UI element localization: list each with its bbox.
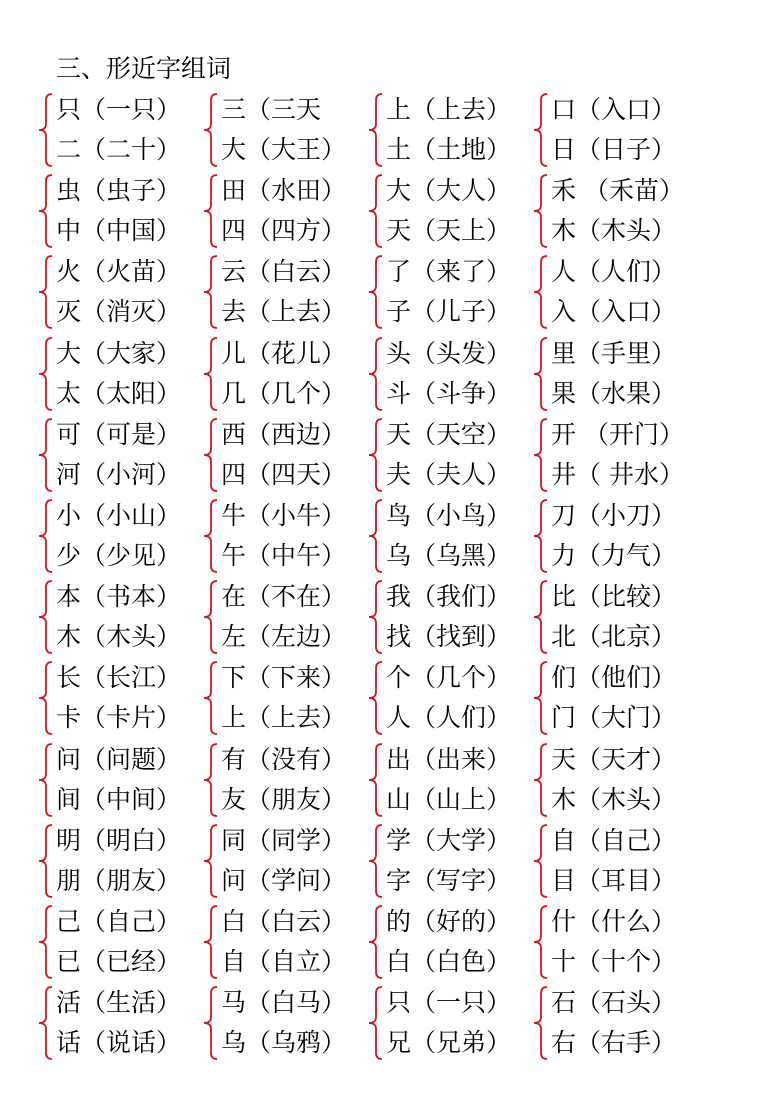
word-line-upper: 开 （开门）	[551, 419, 684, 449]
word-pair	[386, 900, 551, 982]
word-line-lower: 右（右手）	[551, 1028, 677, 1058]
word-line-upper: 大（大家）	[56, 338, 182, 368]
word-line-lower: 河（小河）	[56, 459, 182, 489]
word-line-upper: 牛（小牛）	[221, 501, 347, 530]
word-line-upper: 上（上去）	[386, 95, 512, 124]
word-pair	[386, 981, 551, 1063]
word-pair	[56, 250, 221, 332]
brace-icon	[366, 579, 384, 655]
word-line-lower: 间（中间）	[56, 784, 182, 814]
brace-icon	[201, 985, 219, 1061]
group-row	[0, 413, 780, 495]
brace-icon	[201, 904, 219, 980]
word-line-lower: 目（耳目）	[551, 865, 677, 895]
word-pair	[551, 332, 716, 414]
word-line-upper: 儿（花儿）	[221, 338, 347, 368]
brace-icon	[531, 823, 549, 899]
word-pair	[56, 981, 221, 1063]
brace-icon	[36, 92, 54, 168]
group-row	[0, 981, 780, 1063]
word-line-upper: 明（明白）	[56, 825, 182, 855]
word-pair	[56, 88, 221, 170]
group-row	[0, 169, 780, 251]
word-pair	[551, 819, 716, 901]
word-line-lower: 十（十个）	[551, 947, 677, 976]
brace-icon	[531, 985, 549, 1061]
word-line-lower: 夫（夫人）	[386, 459, 512, 489]
word-line-upper: 里（手里）	[551, 338, 677, 368]
word-pair	[386, 819, 551, 901]
brace-icon	[531, 660, 549, 736]
word-line-upper: 头（头发）	[386, 338, 512, 368]
word-pair	[221, 413, 386, 495]
word-line-lower: 白（白色）	[386, 947, 512, 976]
word-line-lower: 太（太阳）	[56, 378, 182, 408]
word-line-lower: 上（上去）	[221, 703, 347, 733]
brace-icon	[531, 742, 549, 818]
brace-icon	[201, 579, 219, 655]
word-line-upper: 长（长江）	[56, 663, 182, 693]
word-line-upper: 西（西边）	[221, 419, 347, 449]
word-line-upper: 刀（小刀）	[551, 501, 677, 530]
word-line-upper: 学（大学）	[386, 825, 512, 855]
brace-icon	[36, 498, 54, 574]
word-line-lower: 四（四方）	[221, 216, 347, 246]
word-pair	[386, 88, 551, 170]
word-line-upper: 们（他们）	[551, 663, 677, 693]
word-pair	[386, 575, 551, 657]
word-pair	[551, 88, 716, 170]
word-line-upper: 马（白马）	[221, 988, 347, 1018]
word-pair	[221, 981, 386, 1063]
word-line-upper: 人（人们）	[551, 257, 677, 287]
word-pair	[386, 738, 551, 820]
brace-icon	[36, 742, 54, 818]
word-line-upper: 本（书本）	[56, 582, 182, 612]
brace-icon	[531, 904, 549, 980]
word-line-upper: 下（下来）	[221, 663, 347, 693]
word-line-upper: 只（一只）	[386, 988, 512, 1018]
brace-icon	[366, 254, 384, 330]
word-pair	[221, 575, 386, 657]
word-line-lower: 字（写字）	[386, 865, 512, 895]
group-row	[0, 332, 780, 414]
brace-icon	[201, 417, 219, 493]
brace-icon	[531, 173, 549, 249]
brace-icon	[366, 985, 384, 1061]
word-pair	[56, 494, 221, 576]
word-line-lower: 井（ 井水）	[551, 459, 684, 489]
group-row	[0, 494, 780, 576]
brace-icon	[201, 742, 219, 818]
brace-icon	[366, 417, 384, 493]
word-line-upper: 口（入口）	[551, 95, 677, 124]
word-line-upper: 天（天才）	[551, 744, 677, 774]
word-pair	[551, 250, 716, 332]
word-pair	[221, 250, 386, 332]
word-line-lower: 自（自立）	[221, 947, 347, 976]
group-row	[0, 88, 780, 170]
word-line-upper: 只（一只）	[56, 95, 182, 124]
word-line-upper: 火（火苗）	[56, 257, 182, 287]
word-line-lower: 大（大王）	[221, 135, 347, 164]
word-pair	[221, 88, 386, 170]
word-line-upper: 虫（虫子）	[56, 176, 182, 206]
word-line-lower: 子（儿子）	[386, 297, 512, 327]
word-pair	[551, 656, 716, 738]
word-line-upper: 有（没有）	[221, 744, 347, 774]
brace-icon	[36, 254, 54, 330]
brace-icon	[531, 498, 549, 574]
word-pair	[386, 494, 551, 576]
brace-icon	[36, 336, 54, 412]
word-line-lower: 天（天上）	[386, 216, 512, 246]
brace-icon	[366, 336, 384, 412]
brace-icon	[366, 498, 384, 574]
group-row	[0, 738, 780, 820]
word-line-upper: 白（白云）	[221, 907, 347, 936]
word-line-lower: 木（木头）	[551, 784, 677, 814]
brace-icon	[366, 92, 384, 168]
word-line-lower: 少（少见）	[56, 541, 182, 570]
word-line-upper: 禾 （禾苗）	[551, 176, 684, 206]
word-pair	[386, 332, 551, 414]
word-pair	[551, 494, 716, 576]
brace-icon	[201, 254, 219, 330]
word-line-upper: 己（自己）	[56, 907, 182, 936]
word-line-lower: 土（土地）	[386, 135, 512, 164]
word-line-lower: 兄（兄弟）	[386, 1028, 512, 1058]
word-pair	[221, 332, 386, 414]
word-line-lower: 斗（斗争）	[386, 378, 512, 408]
brace-icon	[201, 660, 219, 736]
word-line-lower: 人（人们）	[386, 703, 512, 733]
word-line-lower: 力（力气）	[551, 541, 677, 570]
word-line-upper: 了（来了）	[386, 257, 512, 287]
group-row	[0, 575, 780, 657]
word-pair	[56, 819, 221, 901]
word-line-upper: 什（什么）	[551, 907, 677, 936]
word-line-upper: 同（同学）	[221, 825, 347, 855]
brace-icon	[531, 417, 549, 493]
word-line-upper: 鸟（小鸟）	[386, 501, 512, 530]
word-line-upper: 大（大人）	[386, 176, 512, 206]
word-line-lower: 已（已经）	[56, 947, 182, 976]
word-line-lower: 日（日子）	[551, 135, 677, 164]
word-pair	[221, 900, 386, 982]
word-line-upper: 个（几个）	[386, 663, 512, 693]
word-pair	[386, 656, 551, 738]
word-line-lower: 山（山上）	[386, 784, 512, 814]
word-line-upper: 我（我们）	[386, 582, 512, 612]
word-line-lower: 左（左边）	[221, 622, 347, 652]
word-pair	[551, 575, 716, 657]
word-pair	[551, 413, 716, 495]
word-pair	[386, 169, 551, 251]
word-line-upper: 出（出来）	[386, 744, 512, 774]
word-pair	[56, 900, 221, 982]
word-line-upper: 自（自己）	[551, 825, 677, 855]
brace-icon	[36, 173, 54, 249]
word-pair	[56, 656, 221, 738]
word-pair	[221, 656, 386, 738]
word-pair	[551, 900, 716, 982]
brace-icon	[531, 92, 549, 168]
brace-icon	[366, 823, 384, 899]
word-pair	[221, 819, 386, 901]
word-line-lower: 果（水果）	[551, 378, 677, 408]
word-line-upper: 活（生活）	[56, 988, 182, 1018]
word-line-upper: 石（石头）	[551, 988, 677, 1018]
word-pair	[551, 981, 716, 1063]
brace-icon	[531, 254, 549, 330]
brace-icon	[366, 660, 384, 736]
brace-icon	[36, 579, 54, 655]
word-line-lower: 友（朋友）	[221, 784, 347, 814]
brace-icon	[366, 904, 384, 980]
brace-icon	[366, 742, 384, 818]
word-line-lower: 话（说话）	[56, 1028, 182, 1058]
word-line-lower: 乌（乌黑）	[386, 541, 512, 570]
word-pair	[551, 738, 716, 820]
word-pair	[56, 332, 221, 414]
brace-icon	[36, 823, 54, 899]
word-line-lower: 朋（朋友）	[56, 865, 182, 895]
brace-icon	[201, 823, 219, 899]
word-pair	[386, 250, 551, 332]
word-line-lower: 问（学问）	[221, 865, 347, 895]
word-line-lower: 去（上去）	[221, 297, 347, 327]
word-pair	[221, 169, 386, 251]
word-pair	[56, 575, 221, 657]
group-row	[0, 900, 780, 982]
word-line-upper: 三（三天	[221, 95, 322, 124]
word-line-upper: 云（白云）	[221, 257, 347, 287]
word-pair	[221, 494, 386, 576]
brace-icon	[36, 417, 54, 493]
word-line-lower: 入（入口）	[551, 297, 677, 327]
word-line-lower: 午（中午）	[221, 541, 347, 570]
group-row	[0, 819, 780, 901]
brace-icon	[201, 336, 219, 412]
word-line-lower: 北（北京）	[551, 622, 677, 652]
brace-icon	[36, 904, 54, 980]
word-line-lower: 中（中国）	[56, 216, 182, 246]
word-line-lower: 二（二十）	[56, 135, 182, 164]
word-line-lower: 灭（消灭）	[56, 297, 182, 327]
brace-icon	[36, 985, 54, 1061]
word-line-lower: 几（几个）	[221, 378, 347, 408]
word-line-lower: 找（找到）	[386, 622, 512, 652]
word-pair	[56, 413, 221, 495]
word-line-lower: 卡（卡片）	[56, 703, 182, 733]
brace-icon	[36, 660, 54, 736]
word-pair	[56, 738, 221, 820]
brace-icon	[366, 173, 384, 249]
group-row	[0, 656, 780, 738]
brace-icon	[201, 173, 219, 249]
brace-icon	[201, 92, 219, 168]
word-line-lower: 木（木头）	[56, 622, 182, 652]
word-line-upper: 小（小山）	[56, 501, 182, 530]
brace-icon	[201, 498, 219, 574]
word-line-lower: 木（木头）	[551, 216, 677, 246]
word-pair	[551, 169, 716, 251]
word-line-lower: 乌（乌鸦）	[221, 1028, 347, 1058]
word-pair	[221, 738, 386, 820]
brace-icon	[531, 579, 549, 655]
word-pair	[56, 169, 221, 251]
brace-icon	[531, 336, 549, 412]
word-line-upper: 的（好的）	[386, 907, 512, 936]
page-title: 三、形近字组词	[56, 54, 232, 83]
word-pair	[386, 413, 551, 495]
word-line-upper: 在（不在）	[221, 582, 347, 612]
group-row	[0, 250, 780, 332]
word-line-lower: 门（大门）	[551, 703, 677, 733]
word-line-upper: 问（问题）	[56, 744, 182, 774]
word-line-upper: 田（水田）	[221, 176, 347, 206]
word-line-upper: 可（可是）	[56, 419, 182, 449]
word-line-upper: 天（天空）	[386, 419, 512, 449]
word-line-lower: 四（四天）	[221, 459, 347, 489]
word-line-upper: 比（比较）	[551, 582, 677, 612]
